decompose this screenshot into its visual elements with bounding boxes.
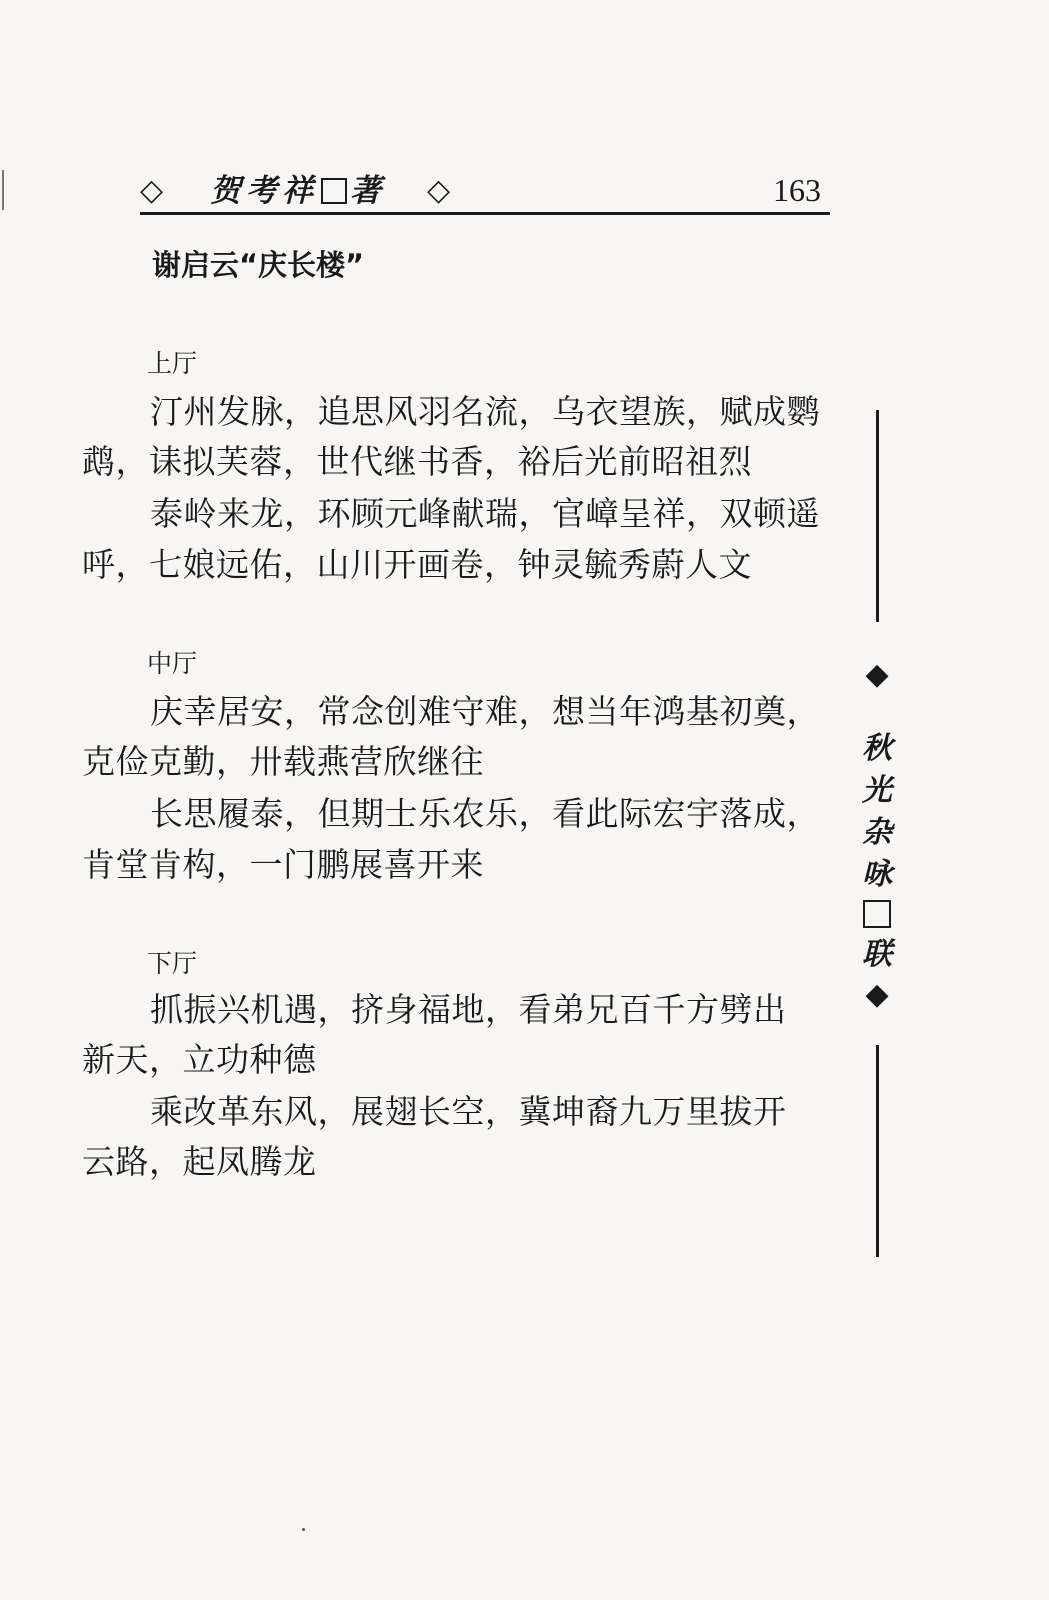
author-suffix: 著 [350,173,386,209]
paragraph-line: 云路，起凤腾龙 [82,1142,317,1181]
side-title-char: 咏 [862,857,892,892]
paragraph-line: 抓振兴机遇，挤身福地，看弟兄百千方劈出 [150,990,787,1029]
side-diamond-bottom: ◆ [865,977,889,1012]
section-label-upper-hall: 上厅 [147,349,198,378]
side-title-char: 光 [862,773,892,808]
paragraph-line: 鹉，诔拟芙蓉，世代继书香，裕后光前昭祖烈 [82,442,752,481]
section-label-middle-hall: 中厅 [147,649,198,678]
side-title-char: 秋 [862,731,892,766]
side-title-char: 联 [862,937,892,972]
section-label-lower-hall: 下厅 [147,949,198,978]
paragraph-line: 庆幸居安，常念创难守难，想当年鸿基初奠， [150,692,820,731]
page-number: 163 [773,172,821,208]
side-box-icon [863,900,891,928]
side-diamond-top: ◆ [865,657,889,692]
side-title-char: 杂 [862,815,892,850]
side-chapter-title [858,728,896,976]
header-rule [140,212,830,215]
paragraph-line: 呼，七娘远佑，山川开画卷，钟灵毓秀蔚人文 [82,545,752,584]
author-box-icon [321,178,347,204]
side-rule-top [876,410,879,622]
paragraph-line: 乘改革东风，展翅长空，冀坤裔九万里拔开 [150,1092,787,1131]
page-title: 谢启云“庆长楼” [152,248,365,282]
paragraph-line: 长思履泰，但期士乐农乐，看此际宏宇落成， [150,794,820,833]
paragraph-line: 汀州发脉，追思风羽名流，乌衣望族，赋成鹦 [150,392,820,431]
header-author [210,173,386,209]
paragraph-line: 克俭克勤，卅载燕营欣继往 [82,742,484,781]
paragraph-line: 泰岭来龙，环顾元峰献瑞，官嶂呈祥，双顿遥 [150,494,820,533]
scan-edge-mark [2,170,4,210]
header-diamond-left: ◇ [140,173,164,208]
paragraph-line: 肯堂肯构，一门鹏展喜开来 [82,845,484,884]
scan-speck [302,1528,305,1531]
paragraph-line: 新天，立功种德 [82,1040,317,1079]
header-diamond-right: ◇ [427,173,451,208]
author-name: 贺考祥 [210,173,318,209]
side-rule-bottom [876,1045,879,1257]
